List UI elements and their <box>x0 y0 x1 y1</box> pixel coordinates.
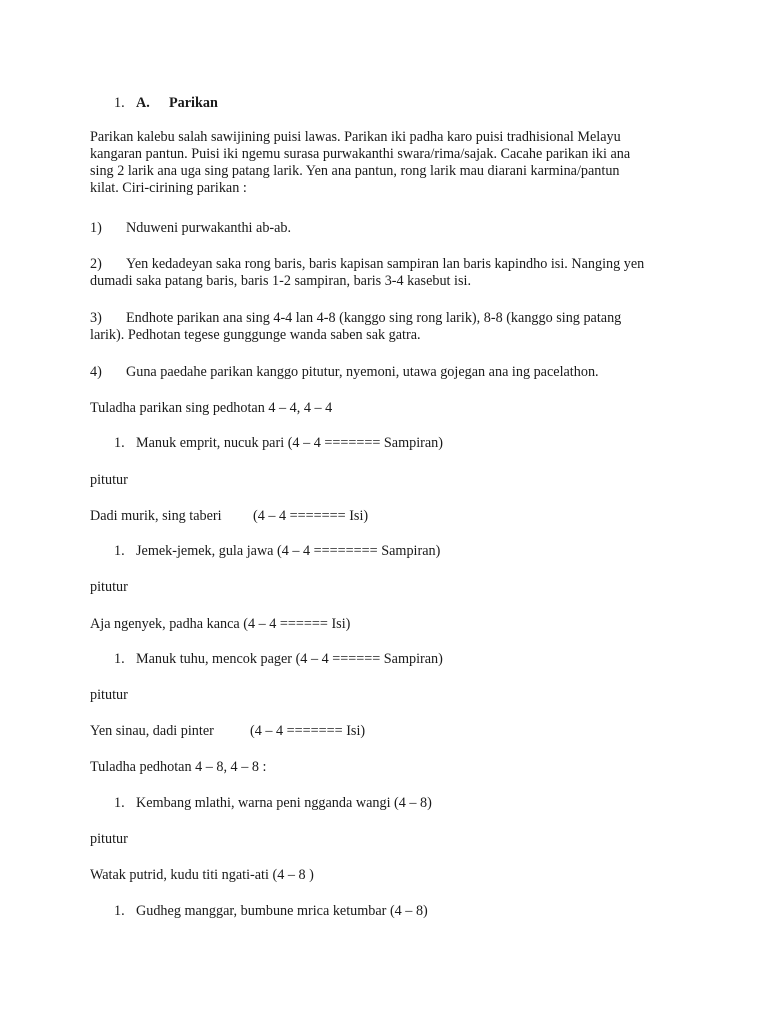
example-number: 1. <box>114 435 125 451</box>
sampiran-text: Manuk tuhu, mencok pager (4 – 4 ====== Sampiran) <box>136 651 443 667</box>
sampiran-text: Jemek-jemek, gula jawa (4 – 4 ======== Sampiran) <box>136 543 441 559</box>
point-text: Endhote parikan ana sing 4-4 lan 4-8 (kanggo sing rong larik), 8-8 (kanggo sing patang <box>126 310 622 326</box>
example-heading: Tuladha parikan sing pedhotan 4 – 4, 4 – 4 <box>90 400 333 416</box>
example-number: 1. <box>114 795 125 811</box>
example-label: pitutur <box>90 831 128 847</box>
example-label: pitutur <box>90 687 128 703</box>
point-number: 4) <box>90 364 102 380</box>
point-text: Guna paedahe parikan kanggo pitutur, nyemoni, utawa gojegan ana ing pacelathon. <box>126 364 599 380</box>
point-text: Yen kedadeyan saka rong baris, baris kapisan sampiran lan baris kapindho isi. Nanging yen <box>126 256 645 272</box>
isi-text: Aja ngenyek, padha kanca <box>90 616 240 632</box>
point-number: 3) <box>90 310 102 326</box>
heading-number: 1. <box>114 95 125 111</box>
example-label: pitutur <box>90 472 128 488</box>
isi-code: (4 – 4 ======= Isi) <box>253 508 369 524</box>
point-text: Nduweni purwakanthi ab-ab. <box>126 220 292 236</box>
intro-line: kilat. Ciri-cirining parikan : <box>90 180 247 196</box>
sampiran-text: Manuk emprit, nucuk pari (4 – 4 ======= Sampiran) <box>136 435 444 451</box>
isi-text: Yen sinau, dadi pinter <box>90 723 214 739</box>
sampiran-text: Kembang mlathi, warna peni ngganda wangi (4 – 8) <box>136 795 432 811</box>
point-item <box>90 364 599 381</box>
example-sampiran <box>114 651 443 668</box>
example-number: 1. <box>114 651 125 667</box>
intro-line: kangaran pantun. Puisi iki ngemu surasa purwakanthi swara/rima/sajak. Cacahe parikan iki ana <box>90 146 631 162</box>
isi-code: (4 – 4 ====== Isi) <box>243 616 351 632</box>
example-number: 1. <box>114 903 125 919</box>
intro-paragraph <box>90 129 690 197</box>
example-sampiran <box>114 903 428 920</box>
example-heading: Tuladha pedhotan 4 – 8, 4 – 8 : <box>90 759 267 775</box>
point-text-continued: dumadi saka patang baris, baris 1-2 sampiran, baris 3-4 kasebut isi. <box>90 273 471 289</box>
sampiran-text: Gudheg manggar, bumbune mrica ketumbar (4 – 8) <box>136 903 428 919</box>
example-sampiran <box>114 795 432 812</box>
intro-line: sing 2 larik ana uga sing patang larik. Yen ana pantun, rong larik mau diarani karmina/pantun <box>90 163 620 179</box>
isi-code: (4 – 4 ======= Isi) <box>250 723 366 739</box>
point-number: 2) <box>90 256 102 272</box>
point-text-continued: larik). Pedhotan tegese gunggunge wanda saben sak gatra. <box>90 327 421 343</box>
point-item <box>90 256 645 273</box>
heading-title: Parikan <box>169 95 218 111</box>
point-item <box>90 220 292 237</box>
intro-line: Parikan kalebu salah sawijining puisi lawas. Parikan iki padha karo puisi tradhisional Melayu <box>90 129 621 145</box>
point-item <box>90 310 622 327</box>
example-isi <box>90 508 369 525</box>
example-number: 1. <box>114 543 125 559</box>
example-isi <box>90 723 366 740</box>
isi-text: Dadi murik, sing taberi <box>90 508 222 524</box>
example-sampiran <box>114 435 444 452</box>
example-isi <box>90 616 350 633</box>
heading-letter: A. <box>136 95 150 111</box>
section-heading <box>114 95 218 112</box>
example-sampiran <box>114 543 441 560</box>
point-number: 1) <box>90 220 102 236</box>
example-label: pitutur <box>90 579 128 595</box>
example-isi: Watak putrid, kudu titi ngati-ati (4 – 8 ) <box>90 867 314 883</box>
